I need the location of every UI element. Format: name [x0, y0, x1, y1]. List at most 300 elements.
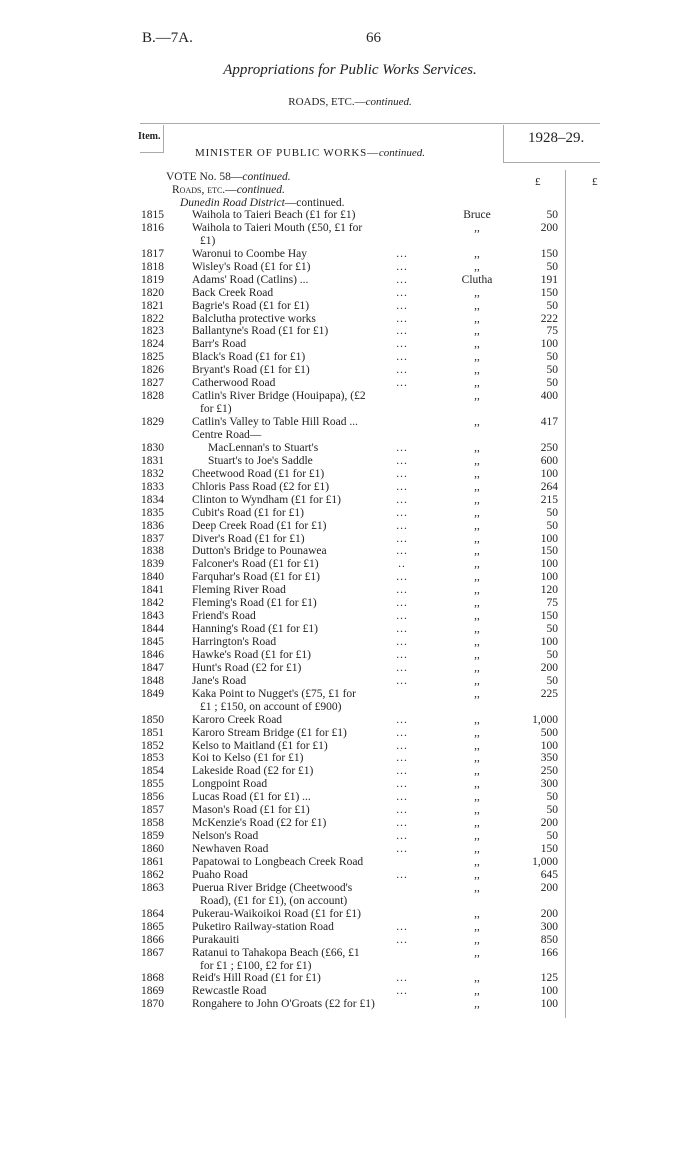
item-number: 1843: [141, 610, 164, 623]
electorate: ,,: [474, 726, 480, 739]
item-number: 1842: [141, 597, 164, 610]
item-description: £1 ; £150, on account of £900): [200, 700, 342, 713]
leader-dots: ...: [396, 351, 408, 364]
electorate: ,,: [474, 299, 480, 312]
leader-dots: ...: [396, 674, 408, 687]
leader-dots: [392, 403, 412, 416]
amount: 50: [546, 791, 558, 804]
item-number: 1815: [141, 209, 164, 221]
item-description: Pukerau-Waikoikoi Road (£1 for £1): [192, 907, 361, 920]
item-number: 1838: [141, 545, 164, 558]
item-description: Bryant's Road (£1 for £1): [192, 364, 310, 377]
district-continued: —continued.: [284, 197, 345, 209]
amount: [514, 429, 558, 442]
item-number: 1828: [141, 390, 164, 403]
leader-dots: ...: [396, 312, 408, 325]
item-number: [136, 895, 164, 908]
item-description: Hawke's Road (£1 for £1): [192, 648, 311, 661]
amount: 50: [546, 260, 558, 273]
amount: 225: [540, 687, 558, 700]
year-column-rule: [503, 125, 504, 163]
electorate: ,,: [474, 584, 480, 597]
leader-dots: ...: [396, 933, 408, 946]
amount: 100: [540, 739, 558, 752]
leader-dots: ...: [396, 454, 408, 467]
electorate: ,,: [474, 247, 480, 260]
electorate: ,,: [474, 377, 480, 390]
item-number: 1846: [141, 648, 164, 661]
item-number: 1848: [141, 674, 164, 687]
amount: 100: [540, 985, 558, 998]
electorate: ,,: [474, 221, 480, 234]
electorate: ,,: [474, 933, 480, 946]
electorate: ,,: [474, 286, 480, 299]
amount: 150: [540, 286, 558, 299]
amount: 100: [540, 532, 558, 545]
amount: 100: [540, 467, 558, 480]
amount: 120: [540, 584, 558, 597]
amount: 50: [546, 377, 558, 390]
electorate: ,,: [474, 597, 480, 610]
item-description: Catlin's Valley to Table Hill Road ...: [192, 416, 358, 429]
leader-dots: ...: [396, 791, 408, 804]
amount: [514, 895, 558, 908]
electorate: ,,: [474, 791, 480, 804]
leader-dots: ...: [396, 260, 408, 273]
leader-dots: ...: [396, 441, 408, 454]
electorate: Bruce: [463, 209, 491, 221]
leader-dots: ...: [396, 830, 408, 843]
item-description: McKenzie's Road (£2 for £1): [192, 817, 327, 830]
leader-dots: ...: [396, 817, 408, 830]
leader-dots: ...: [396, 377, 408, 390]
item-description: Hanning's Road (£1 for £1): [192, 623, 318, 636]
district-main: Dunedin Road District: [180, 197, 285, 209]
page-reference: B.—7A.: [142, 30, 193, 46]
item-number: 1818: [141, 260, 164, 273]
item-description: Koi to Kelso (£1 for £1): [192, 752, 304, 765]
amount: 215: [540, 493, 558, 506]
vote-heading: [166, 171, 291, 183]
vote-main: VOTE No. 58—: [166, 171, 243, 183]
amount: 100: [540, 636, 558, 649]
item-description: Lucas Road (£1 for £1) ...: [192, 791, 311, 804]
item-description: Catlin's River Bridge (Houipapa), (£2: [192, 390, 366, 403]
leader-dots: ...: [396, 804, 408, 817]
item-description: Cheetwood Road (£1 for £1): [192, 467, 325, 480]
item-description: Fleming's Road (£1 for £1): [192, 597, 317, 610]
leader-dots: ...: [396, 765, 408, 778]
item-number: 1833: [141, 480, 164, 493]
item-description: Clinton to Wyndham (£1 for £1): [192, 493, 341, 506]
roads-main: Roads, etc.—: [172, 184, 237, 196]
item-number: 1827: [141, 377, 164, 390]
item-description: Kaka Point to Nugget's (£75, £1 for: [192, 687, 357, 700]
item-number: 1845: [141, 636, 164, 649]
item-description: Friend's Road: [192, 610, 256, 623]
item-number: 1859: [141, 830, 164, 843]
leader-dots: [392, 222, 412, 235]
item-number: 1868: [141, 972, 164, 985]
item-description: Karoro Creek Road: [192, 713, 283, 726]
item-number: 1850: [141, 713, 164, 726]
leader-dots: ...: [396, 467, 408, 480]
item-number: 1839: [141, 558, 164, 571]
electorate: ,,: [474, 480, 480, 493]
section-subtitle: [0, 96, 700, 108]
electorate: ,,: [474, 416, 480, 429]
item-description: Rongahere to John O'Groats (£2 for £1): [192, 998, 375, 1011]
electorate: ,,: [474, 881, 480, 894]
item-description: Adams' Road (Catlins) ...: [192, 273, 309, 286]
item-number: 1829: [141, 416, 164, 429]
item-column-header: Item.: [138, 131, 161, 142]
amount: 150: [540, 247, 558, 260]
leader-dots: ...: [396, 519, 408, 532]
amount: 100: [540, 998, 558, 1011]
item-number: 1816: [141, 221, 164, 234]
item-number: 1832: [141, 467, 164, 480]
amount: 166: [540, 946, 558, 959]
amount: 1,000: [532, 713, 558, 726]
electorate: ,,: [474, 325, 480, 338]
amount: [514, 235, 558, 248]
amount: 50: [546, 351, 558, 364]
item-description: Dutton's Bridge to Pounawea: [192, 545, 327, 558]
leader-dots: [392, 895, 412, 908]
item-number: 1837: [141, 532, 164, 545]
item-number: [136, 235, 164, 248]
amount: 125: [540, 972, 558, 985]
item-number: [136, 429, 164, 442]
electorate: ,,: [474, 830, 480, 843]
electorate: ,,: [474, 519, 480, 532]
leader-dots: ...: [396, 506, 408, 519]
leader-dots: ...: [396, 972, 408, 985]
item-description: Chloris Pass Road (£2 for £1): [192, 480, 330, 493]
minister-main: MINISTER OF PUBLIC WORKS—: [195, 147, 379, 159]
item-number: 1834: [141, 493, 164, 506]
electorate: ,,: [474, 454, 480, 467]
electorate: ,,: [474, 752, 480, 765]
amount: 50: [546, 519, 558, 532]
leader-dots: ...: [396, 299, 408, 312]
item-description: Puerua River Bridge (Cheetwood's: [192, 881, 353, 894]
electorate: ,,: [474, 441, 480, 454]
item-description: Fleming River Road: [192, 584, 286, 597]
amount: 400: [540, 390, 558, 403]
minister-continued: continued.: [378, 147, 426, 159]
roads-heading: [172, 184, 285, 196]
leader-dots: ...: [396, 752, 408, 765]
amount: 300: [540, 920, 558, 933]
year-column-header: 1928–29.: [528, 130, 585, 146]
item-number: [136, 701, 164, 714]
item-number: 1820: [141, 286, 164, 299]
item-description: Waihola to Taieri Beach (£1 for £1): [192, 209, 356, 221]
electorate: ,,: [474, 571, 480, 584]
leader-dots: ...: [396, 636, 408, 649]
amount: 100: [540, 571, 558, 584]
currency-symbol: £: [592, 176, 598, 188]
item-number: [136, 403, 164, 416]
amount: 191: [540, 273, 558, 286]
amount: 250: [540, 441, 558, 454]
item-description: Purakauiti: [192, 933, 240, 946]
leader-dots: [392, 416, 412, 429]
item-column-rule: [163, 125, 164, 153]
item-number: 1853: [141, 752, 164, 765]
leader-dots: [392, 688, 412, 701]
leader-dots: [392, 882, 412, 895]
item-description: Centre Road—: [192, 428, 262, 441]
item-description: Ratanui to Tahakopa Beach (£66, £1: [192, 946, 360, 959]
item-description: Hunt's Road (£2 for £1): [192, 661, 302, 674]
item-description: Back Creek Road: [192, 286, 274, 299]
electorate: ,,: [474, 765, 480, 778]
item-description: Barr's Road: [192, 338, 247, 351]
item-description: Balclutha protective works: [192, 312, 316, 325]
leader-dots: ...: [396, 726, 408, 739]
electorate: ,,: [474, 545, 480, 558]
item-description: MacLennan's to Stuart's: [208, 441, 319, 454]
item-description: Mason's Road (£1 for £1): [192, 804, 310, 817]
item-description: Wisley's Road (£1 for £1): [192, 260, 311, 273]
item-number: 1831: [141, 454, 164, 467]
item-number: 1847: [141, 661, 164, 674]
item-description: for £1): [200, 403, 232, 416]
electorate: ,,: [474, 351, 480, 364]
electorate: ,,: [474, 623, 480, 636]
item-description: Waronui to Coombe Hay: [192, 247, 308, 260]
electorate: ,,: [474, 778, 480, 791]
leader-dots: [392, 998, 412, 1011]
leader-dots: ...: [396, 920, 408, 933]
electorate: ,,: [474, 972, 480, 985]
leader-dots: ...: [396, 648, 408, 661]
electorate: [454, 895, 500, 908]
item-number: 1841: [141, 584, 164, 597]
amount: 150: [540, 545, 558, 558]
amount: 200: [540, 881, 558, 894]
amount: 50: [546, 648, 558, 661]
item-description: Puaho Road: [192, 868, 248, 881]
item-number: 1826: [141, 364, 164, 377]
item-description: Road), (£1 for £1), (on account): [200, 894, 348, 907]
amount: [514, 403, 558, 416]
electorate: ,,: [474, 946, 480, 959]
page-title: Appropriations for Public Works Services.: [223, 62, 477, 78]
year-header-rule: [504, 162, 600, 163]
electorate: ,,: [474, 985, 480, 998]
leader-dots: [392, 908, 412, 921]
amount: 50: [546, 830, 558, 843]
subtitle-continued: continued.: [365, 96, 412, 108]
item-number: 1867: [141, 946, 164, 959]
electorate: [454, 235, 500, 248]
amount: 150: [540, 610, 558, 623]
leader-dots: [392, 960, 412, 973]
item-description: Reid's Hill Road (£1 for £1): [192, 972, 321, 985]
item-description: Karoro Stream Bridge (£1 for £1): [192, 726, 347, 739]
leader-dots: [392, 235, 412, 248]
leader-dots: ...: [396, 364, 408, 377]
item-description: Lakeside Road (£2 for £1): [192, 765, 314, 778]
amount: 850: [540, 933, 558, 946]
item-number: 1835: [141, 506, 164, 519]
electorate: [454, 403, 500, 416]
item-number: 1855: [141, 778, 164, 791]
item-number: 1852: [141, 739, 164, 752]
leader-dots: ...: [396, 493, 408, 506]
item-number: [136, 960, 164, 973]
item-number: 1865: [141, 920, 164, 933]
leader-dots: [392, 429, 412, 442]
leader-dots: ...: [396, 532, 408, 545]
electorate: ,,: [474, 636, 480, 649]
electorate: ,,: [474, 260, 480, 273]
amount: 75: [546, 597, 558, 610]
amount: 222: [540, 312, 558, 325]
item-description: Diver's Road (£1 for £1): [192, 532, 305, 545]
item-description: Papatowai to Longbeach Creek Road: [192, 856, 364, 868]
electorate: ,,: [474, 338, 480, 351]
item-number: 1863: [141, 881, 164, 894]
item-number: 1861: [141, 856, 164, 868]
amount: 100: [540, 338, 558, 351]
electorate: [454, 960, 500, 973]
vote-continued: continued.: [242, 171, 291, 183]
amount: 50: [546, 299, 558, 312]
leader-dots: ...: [396, 325, 408, 338]
leader-dots: ...: [396, 273, 408, 286]
amount: 600: [540, 454, 558, 467]
item-header-rule: [140, 152, 164, 153]
item-description: Catherwood Road: [192, 377, 276, 390]
electorate: ,,: [474, 817, 480, 830]
item-description: for £1 ; £100, £2 for £1): [200, 959, 312, 972]
leader-dots: ...: [396, 480, 408, 493]
amount: 50: [546, 674, 558, 687]
leader-dots: ...: [396, 584, 408, 597]
leader-dots: ...: [396, 661, 408, 674]
currency-symbol: £: [535, 176, 541, 188]
leader-dots: ..: [398, 558, 406, 571]
amount: 50: [546, 364, 558, 377]
electorate: ,,: [474, 493, 480, 506]
leader-dots: ...: [396, 623, 408, 636]
electorate: ,,: [474, 713, 480, 726]
amount: 100: [540, 558, 558, 571]
item-description: Farquhar's Road (£1 for £1): [192, 571, 320, 584]
item-number: 1857: [141, 804, 164, 817]
amount: 645: [540, 868, 558, 881]
leader-dots: ...: [396, 247, 408, 260]
electorate: ,,: [474, 804, 480, 817]
amount: 150: [540, 843, 558, 856]
electorate: ,,: [474, 687, 480, 700]
item-description: Waihola to Taieri Mouth (£50, £1 for: [192, 221, 363, 234]
leader-dots: [392, 947, 412, 960]
table-top-rule: [140, 123, 600, 124]
item-number: 1870: [141, 998, 164, 1011]
electorate: ,,: [474, 868, 480, 881]
amount: 200: [540, 907, 558, 920]
item-description: Jane's Road: [192, 674, 247, 687]
item-description: Harrington's Road: [192, 636, 277, 649]
amount: [514, 960, 558, 973]
item-number: 1862: [141, 868, 164, 881]
electorate: [454, 701, 500, 714]
item-number: 1821: [141, 299, 164, 312]
leader-dots: ...: [396, 713, 408, 726]
amount: 417: [540, 416, 558, 429]
amount: 50: [546, 804, 558, 817]
electorate: ,,: [474, 856, 480, 868]
amount: 75: [546, 325, 558, 338]
item-description: Bagrie's Road (£1 for £1): [192, 299, 310, 312]
item-number: 1824: [141, 338, 164, 351]
item-description: Cubit's Road (£1 for £1): [192, 506, 304, 519]
leader-dots: [392, 856, 412, 869]
item-number: 1860: [141, 843, 164, 856]
electorate: ,,: [474, 467, 480, 480]
leader-dots: ...: [396, 610, 408, 623]
electorate: ,,: [474, 532, 480, 545]
leader-dots: [392, 390, 412, 403]
amount: 200: [540, 817, 558, 830]
amount: 264: [540, 480, 558, 493]
leader-dots: ...: [396, 338, 408, 351]
item-description: Falconer's Road (£1 for £1): [192, 558, 319, 571]
item-number: 1817: [141, 247, 164, 260]
leader-dots: ...: [396, 571, 408, 584]
item-description: Newhaven Road: [192, 843, 269, 856]
electorate: ,,: [474, 506, 480, 519]
item-number: 1856: [141, 791, 164, 804]
item-number: 1819: [141, 273, 164, 286]
electorate: ,,: [474, 390, 480, 403]
leader-dots: ...: [396, 739, 408, 752]
item-description: Kelso to Maitland (£1 for £1): [192, 739, 328, 752]
amount: 200: [540, 221, 558, 234]
item-number: 1866: [141, 933, 164, 946]
leader-dots: [392, 701, 412, 714]
minister-heading: [195, 147, 425, 159]
item-description: Rewcastle Road: [192, 985, 267, 998]
electorate: ,,: [474, 648, 480, 661]
amount: 350: [540, 752, 558, 765]
subtitle-main: ROADS, ETC.—: [288, 96, 366, 108]
electorate: ,,: [474, 364, 480, 377]
leader-dots: [392, 209, 412, 222]
amount-column-rule: [565, 170, 566, 1018]
electorate: ,,: [474, 739, 480, 752]
item-description: Stuart's to Joe's Saddle: [208, 454, 313, 467]
item-number: 1869: [141, 985, 164, 998]
amount: 50: [546, 623, 558, 636]
item-number: 1825: [141, 351, 164, 364]
electorate: ,,: [474, 661, 480, 674]
amount: 250: [540, 765, 558, 778]
electorate: ,,: [474, 610, 480, 623]
item-number: 1822: [141, 312, 164, 325]
item-number: 1854: [141, 765, 164, 778]
item-description: Longpoint Road: [192, 778, 268, 791]
electorate: ,,: [474, 843, 480, 856]
item-description: Nelson's Road: [192, 830, 259, 843]
electorate: ,,: [474, 920, 480, 933]
